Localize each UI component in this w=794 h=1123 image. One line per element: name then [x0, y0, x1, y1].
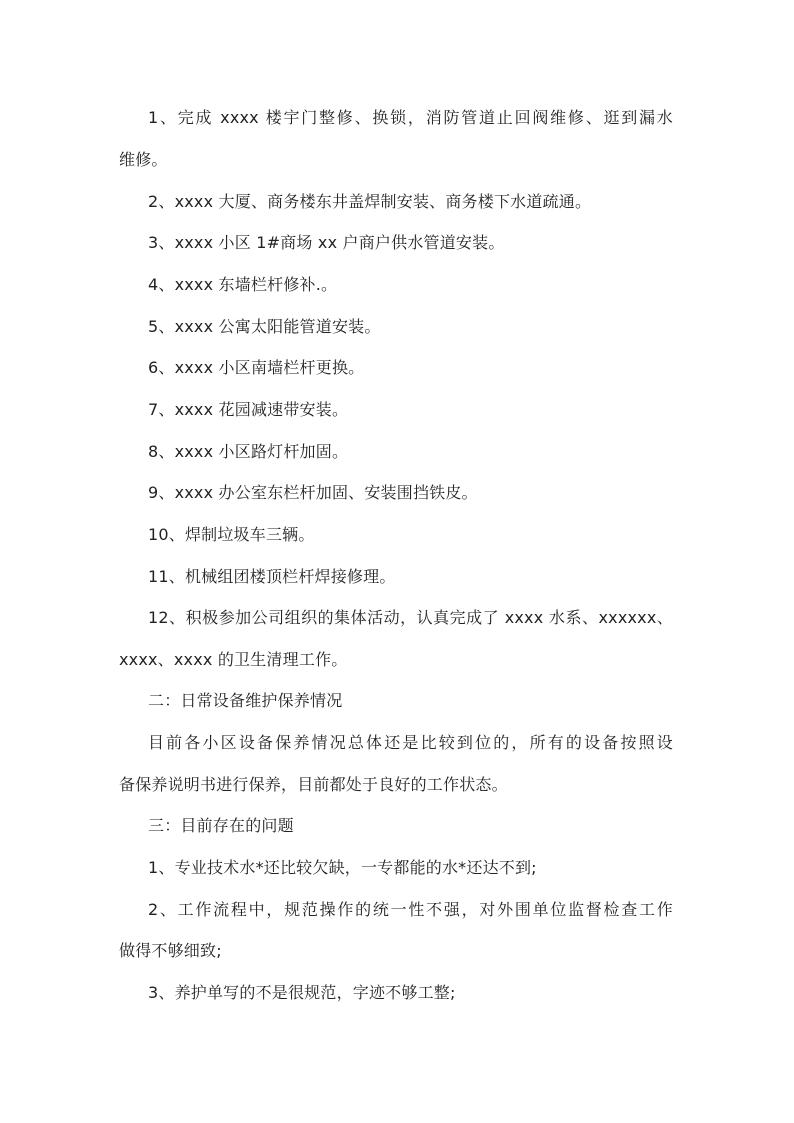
section-heading: 三：目前存在的问题	[148, 816, 294, 835]
paragraph-line: 2、工作流程中，规范操作的统一性不强，对外围单位监督检查工作	[148, 900, 673, 919]
paragraph-line: 5、xxxx 公寓太阳能管道安装。	[148, 317, 381, 336]
paragraph-line: 1、专业技术水*还比较欠缺，一专都能的水*还达不到;	[148, 858, 537, 877]
paragraph-line: 1、完成 xxxx 楼宇门整修、换锁，消防管道止回阀维修、逛到漏水	[148, 108, 673, 127]
paragraph-line: 备保养说明书进行保养，目前都处于良好的工作状态。	[119, 775, 508, 794]
paragraph-line: 4、xxxx 东墙栏杆修补.。	[148, 275, 338, 294]
paragraph-line: 12、积极参加公司组织的集体活动，认真完成了 xxxx 水系、xxxxxx、	[148, 608, 673, 627]
paragraph-line: 8、xxxx 小区路灯杆加固。	[148, 442, 349, 461]
paragraph-line: 6、xxxx 小区南墙栏杆更换。	[148, 358, 365, 377]
paragraph-line: xxxx、xxxx 的卫生清理工作。	[119, 650, 348, 669]
paragraph-line: 3、养护单写的不是很规范，字迹不够工整;	[148, 983, 456, 1002]
paragraph-line: 7、xxxx 花园减速带安装。	[148, 400, 349, 419]
paragraph-line: 做得不够细致;	[119, 941, 222, 960]
section-heading: 二：日常设备维护保养情况	[148, 691, 343, 710]
paragraph-line: 9、xxxx 办公室东栏杆加固、安装围挡铁皮。	[148, 483, 478, 502]
paragraph-line: 3、xxxx 小区 1#商场 xx 户商户供水管道安装。	[148, 233, 505, 252]
paragraph-line: 10、焊制垃圾车三辆。	[148, 525, 315, 544]
paragraph-line: 维修。	[119, 150, 168, 169]
paragraph-line: 2、xxxx 大厦、商务楼东井盖焊制安装、商务楼下水道疏通。	[148, 192, 592, 211]
paragraph-line: 11、机械组团楼顶栏杆焊接修理。	[148, 567, 396, 586]
paragraph-line: 目前各小区设备保养情况总体还是比较到位的，所有的设备按照设	[148, 733, 673, 752]
